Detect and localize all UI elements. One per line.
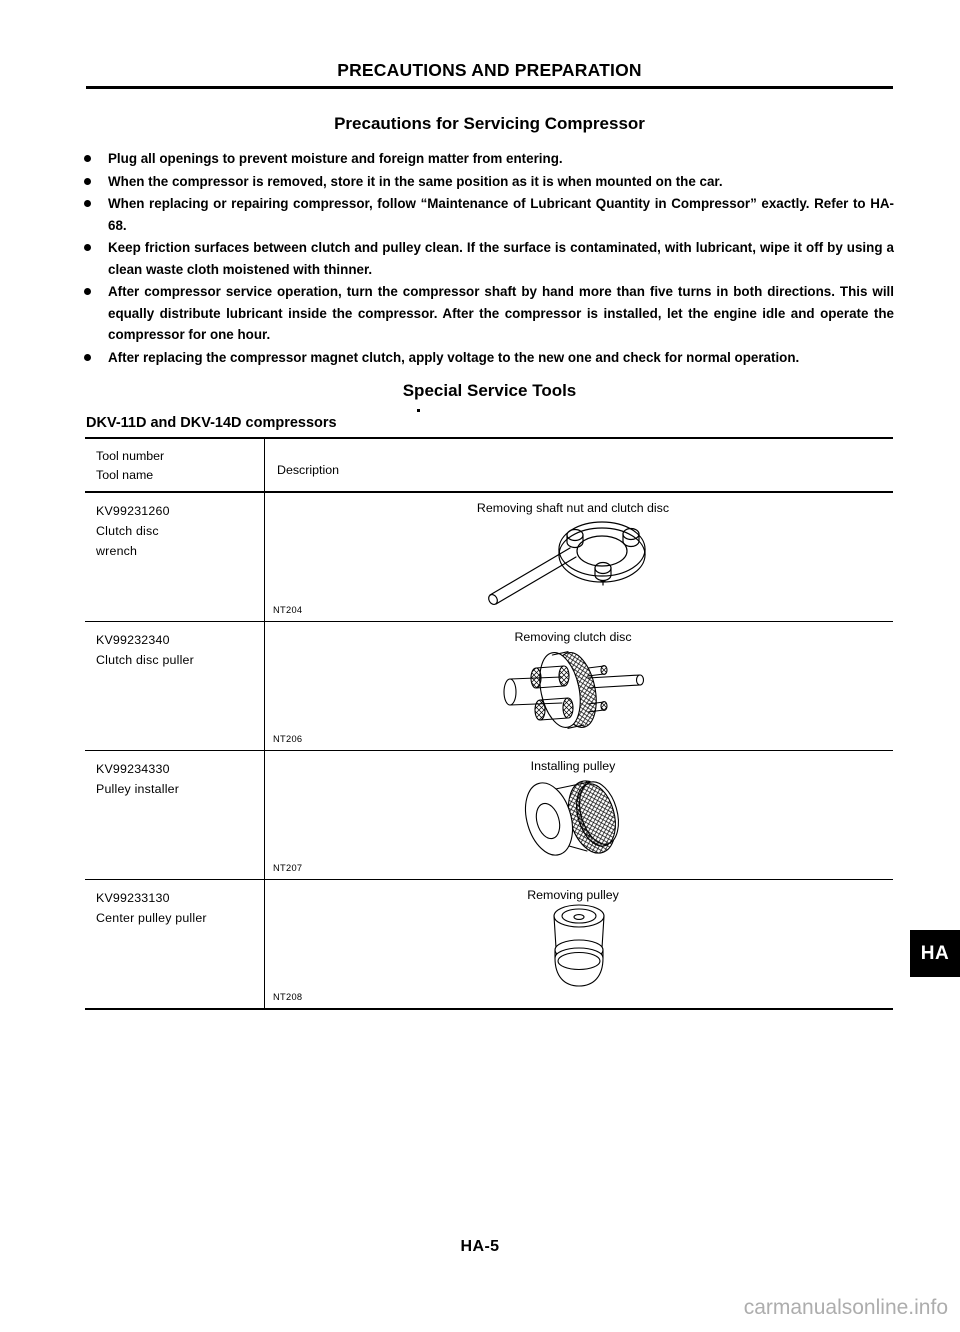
list-item-text: When replacing or repairing compressor, follow “Maintenance of Lubricant Quantity in Compressor” exactly. Refer to HA-68. — [108, 196, 894, 233]
tool-illustration-clutch-disc-wrench-icon — [265, 511, 893, 615]
tool-description-cell — [265, 880, 893, 1008]
tool-info-cell — [85, 751, 265, 879]
list-item-text: Plug all openings to prevent moisture and foreign matter from entering. — [108, 151, 563, 166]
tool-info-cell — [85, 622, 265, 750]
tool-number: KV99232340 — [96, 633, 170, 647]
tool-illustration-center-pulley-puller-icon — [265, 898, 893, 998]
tool-name-line-1: Center pulley puller — [96, 911, 207, 925]
table-row — [85, 880, 893, 1008]
special-service-tools-title: Special Service Tools — [402, 381, 577, 400]
column-header-tool-name: Tool name — [96, 468, 154, 482]
tool-name-line-2: wrench — [96, 544, 138, 558]
figure-code: NT204 — [273, 605, 303, 615]
bullet-icon — [84, 281, 108, 303]
table-row — [85, 493, 893, 622]
list-item — [84, 148, 894, 170]
list-item — [84, 193, 894, 236]
description-label: Installing pulley — [530, 759, 616, 773]
list-item-text: When the compressor is removed, store it in the same position as it is when mounted on the car. — [108, 173, 723, 189]
bullet-icon — [84, 193, 108, 215]
special-service-tools-table — [85, 437, 893, 1010]
print-artifact-dot — [417, 409, 420, 412]
list-item — [84, 347, 894, 369]
bullet-icon — [84, 148, 108, 170]
tool-name-line-1: Pulley installer — [96, 782, 180, 796]
description-label: Removing pulley — [527, 888, 619, 902]
tool-info-cell — [85, 880, 265, 1008]
tool-name-line-1: Clutch disc — [96, 524, 159, 538]
column-header-description: Description — [277, 463, 339, 477]
tool-name-line-1: Clutch disc puller — [96, 653, 194, 667]
tool-description-cell — [265, 751, 893, 879]
figure-code: NT208 — [273, 992, 303, 1002]
tool-illustration-pulley-installer-icon — [265, 769, 893, 869]
description-label: Removing clutch disc — [514, 630, 632, 644]
list-item-text: After replacing the compressor magnet clutch, apply voltage to the new one and check for normal operation. — [108, 349, 800, 365]
tool-description-cell — [265, 493, 893, 621]
figure-code: NT207 — [273, 863, 303, 873]
precautions-section-title: Precautions for Servicing Compressor — [334, 114, 645, 133]
tool-number: KV99231260 — [96, 504, 170, 518]
list-item — [84, 281, 894, 346]
list-item — [84, 171, 894, 193]
table-row — [85, 622, 893, 751]
table-header-tool-cell — [85, 439, 265, 491]
precautions-list — [84, 148, 894, 369]
tool-info-cell — [85, 493, 265, 621]
section-index-tab[interactable] — [910, 930, 960, 977]
page-title: PRECAUTIONS AND PREPARATION — [337, 60, 642, 80]
list-item — [84, 237, 894, 280]
bullet-icon — [84, 171, 108, 193]
section-index-label: HA — [920, 942, 950, 964]
list-item-text: After compressor service operation, turn the compressor shaft by hand more than five turns in both directions. This will equally distribute lubricant inside the compressor. After the compressor is installed, let the engine idle and operate the compressor for one hour. — [108, 284, 894, 342]
column-header-tool-number: Tool number — [96, 449, 165, 463]
header-divider — [86, 86, 893, 89]
tool-description-cell — [265, 622, 893, 750]
bullet-icon — [84, 237, 108, 259]
bullet-icon — [84, 347, 108, 369]
table-header-description-cell — [265, 439, 893, 491]
table-row — [85, 751, 893, 880]
page-number: HA-5 — [460, 1238, 500, 1255]
tool-number: KV99233130 — [96, 891, 170, 905]
watermark: carmanualsonline.info — [743, 1296, 948, 1319]
figure-code: NT206 — [273, 734, 303, 744]
compressor-models-subheading: DKV-11D and DKV-14D compressors — [86, 415, 337, 431]
description-label: Removing shaft nut and clutch disc — [476, 501, 670, 515]
table-header-row — [85, 439, 893, 493]
document-header — [86, 60, 893, 89]
list-item-text: Keep friction surfaces between clutch and pulley clean. If the surface is contaminated, with lubricant, wipe it off by using a clean waste cloth moistened with thinner. — [108, 240, 894, 277]
tool-number: KV99234330 — [96, 762, 170, 776]
tool-illustration-clutch-disc-puller-icon — [265, 640, 893, 740]
